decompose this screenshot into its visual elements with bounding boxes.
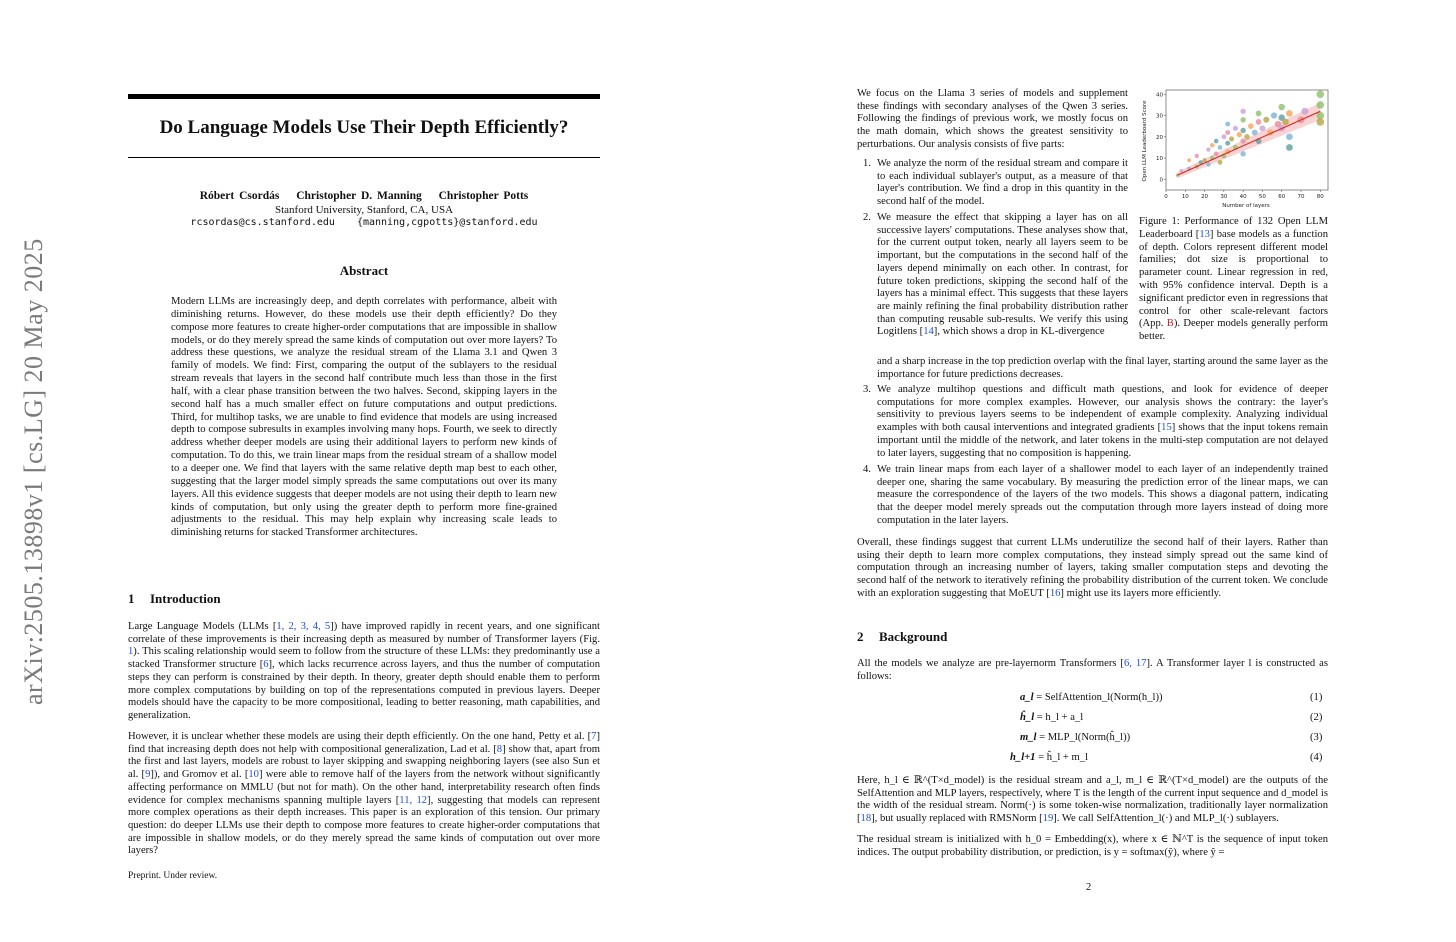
data-point xyxy=(1214,152,1219,157)
figure-1-scatter-chart xyxy=(1138,86,1338,212)
data-point xyxy=(1237,132,1242,137)
data-point xyxy=(1214,139,1219,144)
data-point xyxy=(1263,117,1269,123)
intro-paragraph-1 xyxy=(128,621,600,723)
data-point xyxy=(1187,158,1191,162)
data-point xyxy=(1286,110,1293,117)
list-item-4: We train linear maps from each layer of a shallower model to each layer of an independently trained deeper one, sharing the same vocabulary. By measuring the prediction error of the linear maps, we can measure the correspondence of the layers of the two models. This shows a diagonal pattern, indicating that the deeper model merely spreads out the computation through more layers instead of doing more computation in the later layers. xyxy=(877,464,1328,526)
text-run: ], which shows a drop in KL-divergence xyxy=(933,326,1105,338)
figure-1-caption xyxy=(1139,216,1328,344)
text-run: ] shows that the input tokens remain important until the middle of the network, and later tokens in the multi-step computation are not delayed to later layers, suggesting that no composition is happening. xyxy=(877,422,1328,459)
data-point xyxy=(1271,112,1277,118)
data-point xyxy=(1180,169,1184,173)
equation-number: (2) xyxy=(1310,712,1323,723)
x-tick-label: 0 xyxy=(1164,194,1168,200)
paper-title: Do Language Models Use Their Depth Efficiently? xyxy=(159,117,569,138)
data-point xyxy=(1240,151,1245,156)
abstract-text: Modern LLMs are increasingly deep, and depth correlates with performance, albeit with diminishing returns. However, do these models use their depth efficiently? Do they compose more features to create higher-order computations that are impossible in shallow models, or do they merely spread the same kinds of computation out over more layers? To address these questions, we analyze the residual stream of the Llama 3.1 and Qwen 3 family of models. We find: First, comparing the output of the sublayers to the residual stream reveals that layers in the second half contribute much less than those in the first half, with a clear phase transition between the two halves. Second, skipping layers in the second half has a much smaller effect on future computations and output predictions. Third, for multihop tasks, we are unable to find evidence that models are using increased depth to compose subresults in examples involving many hops. Fourth, we seek to directly address whether deeper models are using their additional layers to perform new kinds of computation. To do this, we train linear maps from the residual stream of a shallow model to a deeper one. We find that layers with the same relative depth map best to each other, suggesting that the larger model simply spreads the same computations out over its many layers. All this evidence suggests that deeper models are not using their depth to learn new kinds of computation, but only using the greater depth to perform more fine-grained adjustments to the residual. This may help explain why increasing scale leads to diminishing returns for stacked Transformer architectures. xyxy=(171,296,557,539)
equation-rhs: = h_l + a_l xyxy=(1036,712,1084,723)
text-run: Overall, these findings suggest that current LLMs underutilize the second half of their layers. Rather than using their depth to learn more complex computations, they instead simply spread out the same kind of computation through an increasing number of layers, taking smaller computation steps and devoting the second half of the network to iteratively refining the probability distribution of the current token. We conclude with an exploration suggesting that MoEUT [ xyxy=(857,537,1328,599)
data-point xyxy=(1316,118,1324,126)
text-run: ] find that increasing depth does not help with compositional generalization, Lad et al. [ xyxy=(128,731,600,755)
section-heading-introduction xyxy=(128,591,221,607)
text-run: Here, h_l ∈ ℝ^(T×d_model) is the residual stream and a_l, m_l ∈ ℝ^(T×d_model) are the outputs of the SelfAttention and MLP layers, respectively, where T is the length of the current input sequence and d_model is the width of the residual stream. Norm(·) is some token-wise normalization, traditionally layer normalization [ xyxy=(857,775,1328,825)
text-run: ] were able to remove half of the layers from the network without significantly affecting performance on MMLU (but not for math). On the other hand, interpretability research often finds evidence for complex mechanisms spanning multiple layers [ xyxy=(128,769,600,806)
equation-3 xyxy=(1020,732,1220,743)
abstract-heading: Abstract xyxy=(339,263,389,278)
overall-paragraph xyxy=(857,537,1328,601)
y-tick-label: 40 xyxy=(1156,92,1163,99)
data-point xyxy=(1225,141,1230,146)
text-run: ], which lacks recurrence across layers, and thus the number of computation steps they can perform is constrained by their depth. In theory, greater depth should enable them to perform more complex computations by building on top of the representations computed in previous layers. Deeper models should have the capacity to be more compositional, leading to better reasoning, math capabilities, and generalization. xyxy=(128,659,600,721)
email-list xyxy=(128,217,600,228)
data-point xyxy=(1218,145,1223,150)
figure-link[interactable]: 1 xyxy=(128,646,134,658)
data-point xyxy=(1225,122,1230,127)
x-tick-label: 30 xyxy=(1220,194,1228,200)
citation-link[interactable]: 6 xyxy=(263,659,269,671)
equation-2 xyxy=(1020,712,1220,723)
section-title: Introduction xyxy=(150,591,221,606)
equation-number: (3) xyxy=(1310,732,1323,743)
citation-link[interactable]: 11, 12 xyxy=(399,794,428,806)
data-point xyxy=(1244,134,1250,140)
list-item-2 xyxy=(877,212,1128,339)
data-point xyxy=(1206,147,1210,151)
x-tick-label: 10 xyxy=(1181,194,1189,200)
text-run: ). This scaling relationship would seem to follow from the structure of these LLMs: they predominantly use a stacked Transformer structure [ xyxy=(128,646,600,671)
text-run: ], suggesting that models can represent more complex operations as their depth increases. This paper is an exploration of this tension. Our primary question: do deeper LLMs use their depth to compose more features to create higher-order computations that are impossible in shallow models, or do they merely spread the same kinds of computation out over more layers? xyxy=(128,794,601,857)
list-item-number: 3. xyxy=(863,384,871,395)
y-tick-label: 30 xyxy=(1156,113,1163,120)
data-point xyxy=(1221,134,1226,139)
chart-plot-area xyxy=(1156,90,1328,200)
text-run: ]), and Gromov et al. [ xyxy=(150,769,249,781)
text-run: However, it is unclear whether these models are using their depth efficiently. On the one hand, Petty et al. [ xyxy=(128,731,592,742)
affiliation: Stanford University, Stanford, CA, USA xyxy=(274,204,454,216)
equation-rhs: = MLP_l(Norm(ĥ_l)) xyxy=(1039,732,1131,743)
y-axis-label: Open LLM Leaderboard Score xyxy=(1142,100,1148,182)
section-heading-background xyxy=(857,629,947,645)
background-paragraph-3: The residual stream is initialized with h_0 = Embedding(x), where x ∈ ℕ^T is the sequence of input token indices. The output probability distribution, or prediction, is y = softmax(ŷ), where ŷ = xyxy=(857,834,1328,858)
citation-link[interactable]: 15 xyxy=(1161,422,1172,434)
data-point xyxy=(1316,101,1324,109)
section-number: 2 xyxy=(857,629,864,644)
x-tick-label: 50 xyxy=(1258,194,1266,200)
section-title: Background xyxy=(879,629,948,644)
data-point xyxy=(1206,162,1210,166)
equation-rhs: = ĥ_l + m_l xyxy=(1038,752,1089,763)
text-run: ]. We call SelfAttention_l(·) and MLP_l(·) sublayers. xyxy=(1053,813,1279,825)
data-point xyxy=(1286,144,1293,151)
citation-link[interactable]: 19 xyxy=(1042,813,1054,825)
appendix-link[interactable]: B xyxy=(1166,318,1174,330)
data-point xyxy=(1252,130,1258,136)
x-tick-label: 40 xyxy=(1239,194,1247,200)
list-item-1: We analyze the norm of the residual stream and compare it to each individual sublayer's output, as a measure of that layer's contribution. We find a drop in this quantity in the second half of the model. xyxy=(877,158,1128,208)
data-point xyxy=(1282,119,1289,126)
list-item-number: 4. xyxy=(863,464,871,475)
x-tick-label: 70 xyxy=(1297,194,1305,200)
data-point xyxy=(1301,108,1308,115)
title-rule-bottom xyxy=(128,157,600,158)
data-point xyxy=(1286,133,1293,140)
citation-link[interactable]: 16 xyxy=(1049,587,1061,599)
x-tick-label: 60 xyxy=(1278,194,1286,200)
list-item-number: 1. xyxy=(863,158,871,169)
section-number: 1 xyxy=(128,591,135,606)
data-point xyxy=(1202,158,1206,162)
data-point xyxy=(1210,143,1215,148)
text-run: ], but usually replaced with RMSNorm [ xyxy=(871,813,1043,825)
data-point xyxy=(1278,104,1285,111)
preprint-footer: Preprint. Under review. xyxy=(128,871,218,881)
text-run: Figure 1: Performance of 132 Open LLM Leaderboard [ xyxy=(1139,216,1328,240)
equation-lhs: h_l+1 xyxy=(1010,752,1036,763)
equation-lhs: ĥ_l xyxy=(1020,712,1035,723)
data-point xyxy=(1229,136,1234,141)
text-run: ]. A Transformer layer l is constructed as follows: xyxy=(857,658,1328,682)
email: rcsordas@cs.stanford.edu xyxy=(190,217,335,228)
data-point xyxy=(1240,128,1245,133)
data-point xyxy=(1218,160,1223,165)
data-point xyxy=(1233,126,1238,131)
text-run: All the models we analyze are pre-layernorm Transformers [ xyxy=(857,658,1124,669)
data-point xyxy=(1256,110,1262,116)
citation-link[interactable]: 14 xyxy=(923,326,934,338)
data-point xyxy=(1256,119,1262,125)
y-tick-label: 0 xyxy=(1159,177,1163,184)
text-run: ]) have improved rapidly in recent years, and one significant correlate of these improvements is their increasing depth as measured by number of Transformer layers (Fig. xyxy=(128,621,600,645)
text-run: ] base models as a function of depth. Colors represent different model families; dot size is proportional to parameter count. Linear regression in red, with 95% confidence interval. Depth is a significant predictor even in regressions that control for other scale-relevant factors (App. xyxy=(1139,228,1328,330)
citation-link[interactable]: 6, 17 xyxy=(1123,658,1147,669)
author-list xyxy=(128,190,600,202)
data-point xyxy=(1316,90,1324,98)
title-rule-top xyxy=(128,94,600,99)
x-axis-label: Number of layers xyxy=(1222,203,1270,209)
text-run: We analyze multihop questions and difficult math questions, and look for evidence of deeper computations for more complex examples. However, our analysis shows the contrary: the layer's sensitivity to previous layers seems to be independent of example complexity. Analyzing individual examples with both causal interventions and integrated gradients [ xyxy=(877,384,1328,434)
list-item-2-continued: and a sharp increase in the top prediction overlap with the final layer, starting around the same layer as the importance for future predictions decreases. xyxy=(877,356,1328,380)
data-point xyxy=(1240,138,1245,143)
data-point xyxy=(1195,154,1199,158)
citation-link[interactable]: 9 xyxy=(145,769,151,781)
data-point xyxy=(1259,125,1265,131)
equation-number: (4) xyxy=(1310,752,1323,763)
equation-rhs: = SelfAttention_l(Norm(h_l)) xyxy=(1036,692,1163,703)
text-run: Large Language Models (LLMs [ xyxy=(128,621,277,632)
right-intro-paragraph: We focus on the Llama 3 series of models and supplement these findings with secondary analyses of the Qwen 3 series. Following the findings of previous work, we mostly focus on the math domain, which shows the greatest sensitivity to perturbations. Our analysis consists of five parts: xyxy=(857,88,1128,150)
list-item-number: 2. xyxy=(863,212,871,223)
background-paragraph-2 xyxy=(857,775,1328,826)
author-name: Christopher Potts xyxy=(438,190,529,202)
citation-link[interactable]: 10 xyxy=(248,769,259,781)
arxiv-stamp: arXiv:2505.13898v1 [cs.LG] 20 May 2025 xyxy=(19,238,48,705)
y-tick-label: 20 xyxy=(1156,134,1163,141)
y-tick-label: 10 xyxy=(1156,156,1163,163)
citation-link[interactable]: 13 xyxy=(1199,228,1210,240)
list-item-3 xyxy=(877,384,1328,460)
data-point xyxy=(1240,117,1245,122)
text-run: ] show that, apart from the first and last layers, models are robust to layer skipping and swapping neighboring layers (see also Sun et al. [ xyxy=(128,743,600,781)
data-point xyxy=(1240,109,1245,114)
citation-link[interactable]: 18 xyxy=(860,813,872,825)
equation-1 xyxy=(1020,692,1220,703)
text-run: ). Deeper models generally perform better. xyxy=(1139,318,1328,343)
data-point xyxy=(1225,130,1230,135)
equation-lhs: m_l xyxy=(1020,732,1037,743)
background-paragraph-1 xyxy=(857,658,1328,683)
text-run: ] might use its layers more efficiently. xyxy=(1060,587,1222,599)
intro-paragraph-2 xyxy=(128,731,600,858)
equation-4 xyxy=(1010,752,1220,763)
citation-link[interactable]: 7 xyxy=(591,731,597,742)
equation-lhs: a_l xyxy=(1020,692,1034,703)
citation-link[interactable]: 1, 2, 3, 4, 5 xyxy=(276,621,331,632)
text-run: We measure the effect that skipping a layer has on all successive layers' computations. These analyses show that, for the current output token, nearly all layers seem to be important, but the computations in the second half of the layers depend minimally on each other. In contrast, for future token predictions, skipping the second half of the layers has a minimal effect. This suggests that these layers are mainly refining the final probability distribution rather than computing reusable sub-results. We verify this using Logitlens [ xyxy=(877,212,1128,338)
email: {manning,cgpotts}@stanford.edu xyxy=(356,217,538,228)
author-name: Christopher D. Manning xyxy=(296,190,422,202)
page-number: 2 xyxy=(1086,882,1092,893)
author-name: Róbert Csordás xyxy=(199,190,280,202)
citation-link[interactable]: 8 xyxy=(496,743,503,755)
data-point xyxy=(1248,123,1254,129)
equation-number: (1) xyxy=(1310,692,1323,703)
x-tick-label: 20 xyxy=(1201,194,1209,200)
x-tick-label: 80 xyxy=(1316,194,1324,200)
